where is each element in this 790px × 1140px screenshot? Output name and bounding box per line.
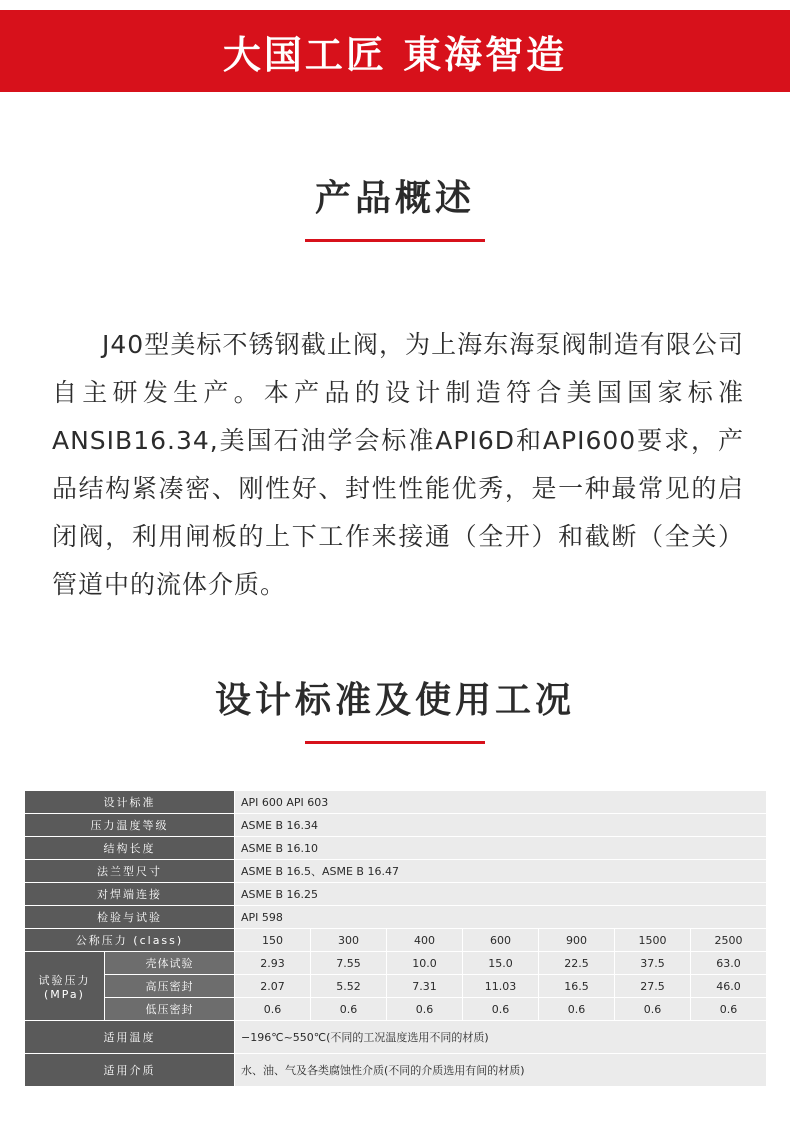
test-pressure-value: 5.52 (311, 975, 387, 998)
test-pressure-value: 11.03 (463, 975, 539, 998)
table-row-temperature (25, 1021, 767, 1054)
test-pressure-value: 37.5 (615, 952, 691, 975)
row-label: 压力温度等级 (25, 814, 235, 837)
row-label: 检验与试验 (25, 906, 235, 929)
table-row (25, 837, 767, 860)
pressure-class-value: 1500 (615, 929, 691, 952)
table-row-test-pressure (25, 998, 767, 1021)
test-pressure-row-name: 壳体试验 (105, 952, 235, 975)
page-title: 产品概述 (314, 178, 475, 219)
table-row (25, 814, 767, 837)
spec-table-wrap (24, 790, 766, 1087)
test-pressure-value: 0.6 (539, 998, 615, 1021)
table-row (25, 883, 767, 906)
test-pressure-value: 46.0 (691, 975, 767, 998)
row-label: 对焊端连接 (25, 883, 235, 906)
test-pressure-value: 7.31 (387, 975, 463, 998)
table-row (25, 860, 767, 883)
test-pressure-value: 0.6 (691, 998, 767, 1021)
pressure-class-label: 公称压力 (class) (25, 929, 235, 952)
test-pressure-value: 22.5 (539, 952, 615, 975)
row-value: API 598 (235, 906, 767, 929)
test-pressure-value: 10.0 (387, 952, 463, 975)
row-value: ASME B 16.34 (235, 814, 767, 837)
row-label: 设计标准 (25, 791, 235, 814)
table-row-pressure-class (25, 929, 767, 952)
row-label: 结构长度 (25, 837, 235, 860)
row-value: ASME B 16.25 (235, 883, 767, 906)
pressure-class-value: 600 (463, 929, 539, 952)
test-pressure-value: 0.6 (463, 998, 539, 1021)
test-pressure-value: 15.0 (463, 952, 539, 975)
table-row-medium (25, 1054, 767, 1087)
spec-table (24, 790, 767, 1087)
test-pressure-value: 2.07 (235, 975, 311, 998)
test-pressure-row-name: 低压密封 (105, 998, 235, 1021)
overview-paragraph: J40型美标不锈钢截止阀，为上海东海泵阀制造有限公司自主研发生产。本产品的设计制造符合美国国家标准ANSIB16.34,美国石油学会标准API6D和API600要求，产品结构紧凑密、刚性好、封性性能优秀，是一种最常见的启闭阀，利用闸板的上下工作来接通（全开）和截断（全关）管道中的流体介质。 (52, 330, 744, 599)
test-pressure-value: 0.6 (387, 998, 463, 1021)
header-banner (0, 10, 790, 92)
test-pressure-value: 2.93 (235, 952, 311, 975)
standards-heading-block (0, 672, 790, 744)
test-pressure-value: 63.0 (691, 952, 767, 975)
temperature-label: 适用温度 (25, 1021, 235, 1054)
pressure-class-value: 400 (387, 929, 463, 952)
temperature-value: −196℃~550℃(不同的工况温度选用不同的材质) (235, 1021, 767, 1054)
test-pressure-value: 0.6 (311, 998, 387, 1021)
test-pressure-value: 0.6 (235, 998, 311, 1021)
pressure-class-value: 300 (311, 929, 387, 952)
pressure-class-value: 2500 (691, 929, 767, 952)
test-pressure-label: 试验压力(MPa) (25, 952, 105, 1021)
medium-value: 水、油、气及各类腐蚀性介质(不同的介质选用有间的材质) (235, 1054, 767, 1087)
pressure-class-value: 150 (235, 929, 311, 952)
table-row (25, 791, 767, 814)
row-value: ASME B 16.10 (235, 837, 767, 860)
overview-heading-block (0, 170, 790, 242)
test-pressure-value: 7.55 (311, 952, 387, 975)
medium-label: 适用介质 (25, 1054, 235, 1087)
row-value: ASME B 16.5、ASME B 16.47 (235, 860, 767, 883)
row-value: API 600 API 603 (235, 791, 767, 814)
test-pressure-row-name: 高压密封 (105, 975, 235, 998)
title-underline (305, 239, 485, 242)
standards-title: 设计标准及使用工况 (214, 680, 575, 721)
standards-title-underline (305, 741, 485, 744)
row-label: 法兰型尺寸 (25, 860, 235, 883)
banner-title: 大国工匠 東海智造 (222, 32, 568, 77)
overview-paragraph-block (52, 296, 744, 634)
table-row (25, 906, 767, 929)
test-pressure-value: 16.5 (539, 975, 615, 998)
table-row-test-pressure (25, 975, 767, 998)
pressure-class-value: 900 (539, 929, 615, 952)
table-row-test-pressure (25, 952, 767, 975)
test-pressure-value: 27.5 (615, 975, 691, 998)
test-pressure-value: 0.6 (615, 998, 691, 1021)
